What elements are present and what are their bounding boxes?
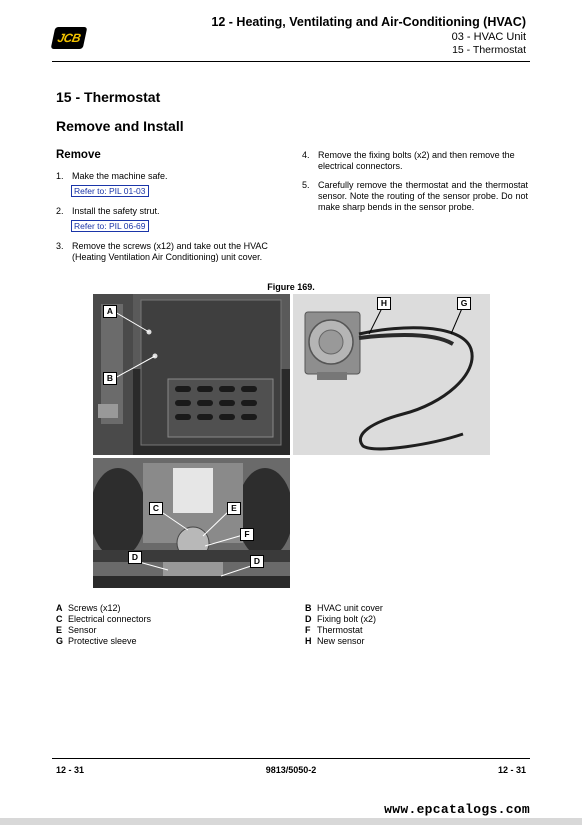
legend-item-e: E Sensor — [56, 625, 97, 635]
legend-item-b: B HVAC unit cover — [305, 603, 383, 613]
header-section: 12 - Heating, Ventilating and Air-Conditioning (HVAC) — [211, 15, 526, 29]
step-3: 3. Remove the screws (x12) and take out the HVAC (Heating Ventilation Air Conditioning) unit cover. — [56, 241, 268, 262]
header-subsection: 03 - HVAC Unit — [451, 31, 526, 43]
ref-link-pil-01-03[interactable]: Refer to: PIL 01-03 — [71, 185, 149, 197]
legend-item-c: C Electrical connectors — [56, 614, 152, 624]
callout-g: G — [457, 297, 471, 310]
header-topic: 15 - Thermostat — [452, 44, 526, 56]
photo-unit-internals — [93, 458, 290, 588]
callout-c: C — [149, 502, 163, 515]
jcb-logo: JCB — [51, 27, 88, 49]
callout-d-left: D — [128, 551, 142, 564]
photo-thermostat-sensor — [293, 294, 490, 455]
callout-e: E — [227, 502, 241, 515]
hvac-cover-illustration — [93, 294, 290, 455]
callout-a: A — [103, 305, 117, 318]
step-2: 2. Install the safety strut. — [56, 206, 160, 216]
footer-rule — [52, 758, 530, 759]
website-watermark[interactable]: www.epcatalogs.com — [384, 802, 530, 817]
callout-h: H — [377, 297, 391, 310]
step-1: 1. Make the machine safe. — [56, 171, 168, 181]
callout-b: B — [103, 372, 117, 385]
footer-doc-number: 9813/5050-2 — [265, 765, 317, 775]
figure-caption: Figure 169. — [267, 282, 315, 292]
callout-d-right: D — [250, 555, 264, 568]
thermostat-sensor-illustration — [293, 294, 490, 455]
section-subtitle: Remove and Install — [56, 118, 184, 134]
footer-page-left: 12 - 31 — [56, 765, 85, 775]
legend-item-a: A Screws (x12) — [56, 603, 121, 613]
legend-item-h: H New sensor — [305, 636, 365, 646]
procedure-heading: Remove — [56, 149, 101, 161]
legend-item-d: D Fixing bolt (x2) — [305, 614, 377, 624]
photo-hvac-cover — [93, 294, 290, 455]
ref-link-pil-06-69[interactable]: Refer to: PIL 06-69 — [71, 220, 149, 232]
bottom-bar — [0, 818, 582, 825]
page-title: 15 - Thermostat — [56, 89, 161, 105]
unit-internals-illustration — [93, 458, 290, 588]
legend-item-g: G Protective sleeve — [56, 636, 137, 646]
footer-page-right: 12 - 31 — [497, 765, 526, 775]
callout-f: F — [240, 528, 254, 541]
header-rule — [52, 61, 530, 62]
legend-item-f: F Thermostat — [305, 625, 363, 635]
step-5: 5. Carefully remove the thermostat and the thermostat sensor. Note the routing of the sensor probe. Do not make sharp bends in the sensor probe. — [302, 180, 528, 212]
step-4: 4. Remove the fixing bolts (x2) and then remove the electrical connectors. — [302, 150, 515, 171]
